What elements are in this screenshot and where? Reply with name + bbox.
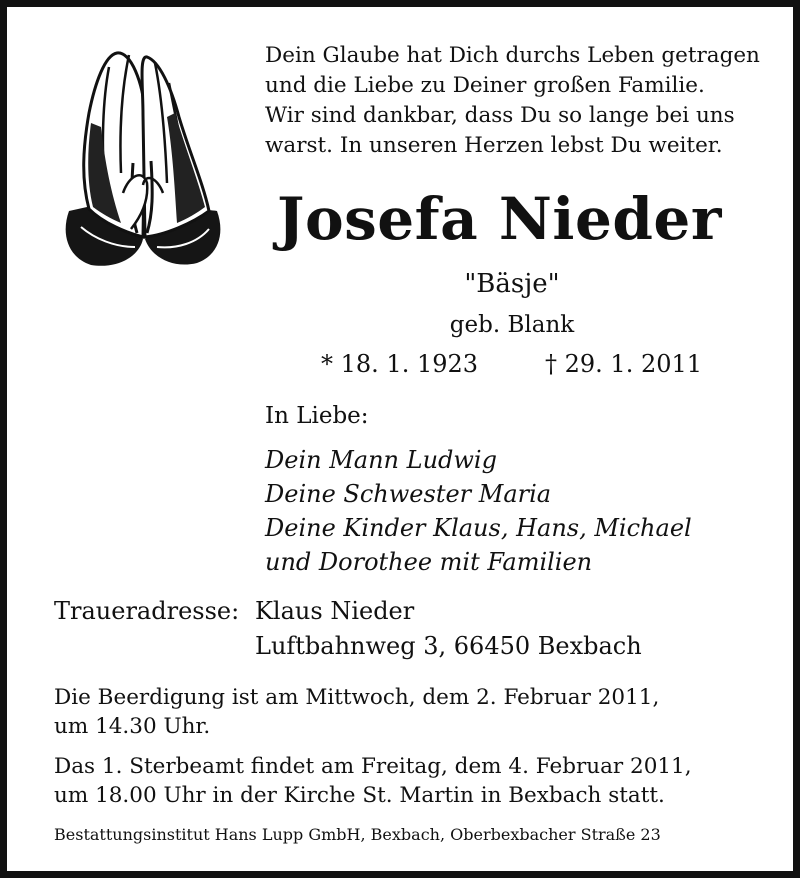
funeral-home-footer: Bestattungsinstitut Hans Lupp GmbH, Bexbach, Oberbexbacher Straße 23 xyxy=(54,825,661,844)
address-street: Luftbahnweg 3, 66450 Bexbach xyxy=(255,632,642,660)
mass-line: Das 1. Sterbeamt findet am Freitag, dem 4. Februar 2011, xyxy=(54,754,692,779)
address-name: Klaus Nieder xyxy=(255,597,415,625)
deceased-nickname: "Bäsje" xyxy=(464,269,560,299)
death-date: † 29. 1. 2011 xyxy=(545,350,703,378)
funeral-info xyxy=(54,683,659,741)
birth-date: * 18. 1. 1923 xyxy=(321,350,479,378)
deceased-name: Josefa Nieder xyxy=(277,185,722,253)
verse-line: und die Liebe zu Deiner großen Familie. xyxy=(265,73,705,98)
mourner-line: Deine Kinder Klaus, Hans, Michael xyxy=(265,514,692,542)
mourners-list xyxy=(265,443,692,579)
verse-line: Dein Glaube hat Dich durchs Leben getragen xyxy=(265,43,760,68)
maiden-name: geb. Blank xyxy=(449,312,575,338)
verse xyxy=(265,41,760,161)
mourner-line: und Dorothee mit Familien xyxy=(265,548,593,576)
requiem-mass-info xyxy=(54,752,692,810)
address-label: Traueradresse: xyxy=(54,597,240,625)
mourner-line: Dein Mann Ludwig xyxy=(265,446,497,474)
mass-line: um 18.00 Uhr in der Kirche St. Martin in Bexbach statt. xyxy=(54,783,665,808)
funeral-line: um 14.30 Uhr. xyxy=(54,714,211,739)
mourners-intro: In Liebe: xyxy=(265,403,369,429)
funeral-line: Die Beerdigung ist am Mittwoch, dem 2. Februar 2011, xyxy=(54,685,660,710)
mourner-line: Deine Schwester Maria xyxy=(265,480,552,508)
praying-hands-icon xyxy=(47,43,227,273)
verse-line: Wir sind dankbar, dass Du so lange bei uns xyxy=(265,103,735,128)
verse-line: warst. In unseren Herzen lebst Du weiter. xyxy=(265,133,723,158)
